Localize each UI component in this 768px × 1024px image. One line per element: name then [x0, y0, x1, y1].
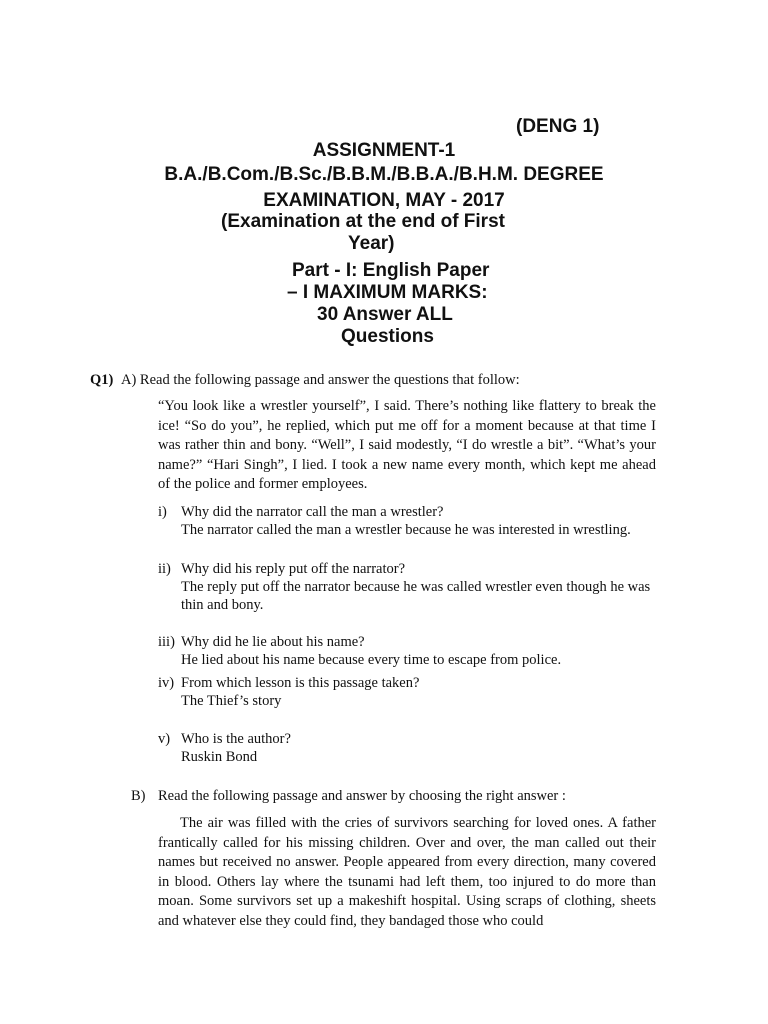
assignment-title: ASSIGNMENT-1	[312, 140, 456, 161]
exam-note-line-1: (Examination at the end of First	[221, 211, 505, 232]
degree-line: B.A./B.Com./B.Sc./B.B.M./B.B.A./B.H.M. DEGREE	[164, 164, 604, 185]
question-3	[181, 633, 659, 669]
question-5-text: Who is the author?	[181, 731, 291, 747]
question-5-answer: Ruskin Bond	[181, 749, 258, 765]
q1-instruction	[90, 371, 520, 389]
passage-a-text: “You look like a wrestler yourself”, I said. There’s nothing like flattery to break the ice! “So do you”, he replied, which put me off for a moment because at that time I was rather thin and bony. “Well”, I said modestly, “I do wrestle a bit”. “What’s your name?” “Hari Singh”, I lied. I took a new name every month, which kept me ahead of the police and former employees.	[158, 398, 656, 492]
question-2	[181, 560, 659, 614]
exam-note-line-2: Year)	[348, 233, 395, 254]
question-2-text: Why did his reply put off the narrator?	[181, 561, 406, 577]
question-4-number: iv)	[158, 675, 175, 691]
question-3-number: iii)	[158, 634, 175, 650]
question-2-answer: The reply put off the narrator because he was called wrestler even though he was thin and bony.	[181, 579, 651, 613]
question-5-number: v)	[158, 731, 171, 747]
question-3-answer: He lied about his name because every time to escape from police.	[181, 652, 562, 668]
q1-label: Q1)	[90, 372, 114, 388]
question-1-text: Why did the narrator call the man a wrestler?	[181, 504, 444, 520]
question-1-answer: The narrator called the man a wrestler because he was interested in wrestling.	[181, 522, 631, 538]
exam-line: EXAMINATION, MAY - 2017	[263, 190, 505, 211]
part-line-1: Part - I: English Paper	[292, 260, 490, 281]
passage-a	[158, 397, 656, 495]
question-5	[181, 730, 659, 766]
part-b-label: B)	[131, 788, 146, 804]
question-1-number: i)	[158, 504, 167, 520]
question-1	[181, 503, 659, 539]
part-b-instruction: Read the following passage and answer by choosing the right answer :	[158, 788, 566, 804]
question-3-text: Why did he lie about his name?	[181, 634, 365, 650]
question-4-answer: The Thief’s story	[181, 693, 282, 709]
q1-part-a-instruction: A) Read the following passage and answer the questions that follow:	[120, 372, 520, 388]
part-line-3: 30 Answer ALL	[317, 304, 453, 325]
question-2-number: ii)	[158, 561, 171, 577]
part-line-2: – I MAXIMUM MARKS:	[287, 282, 488, 303]
course-code: (DENG 1)	[516, 116, 600, 137]
passage-b-text: The air was filled with the cries of survivors searching for loved ones. A father frantically called for his missing children. Over and over, the man called out their names but received no answer. People appeared from every direction, many covered in blood. Others lay where the tsunami had left them, too injured to do more than moan. Some survivors set up a makeshift hospital. Using scraps of clothing, sheets and whatever else they could find, they bandaged those who could	[158, 815, 656, 929]
part-line-4: Questions	[341, 326, 434, 347]
question-4-text: From which lesson is this passage taken?	[181, 675, 420, 691]
question-4	[181, 674, 659, 710]
passage-b	[158, 814, 656, 931]
